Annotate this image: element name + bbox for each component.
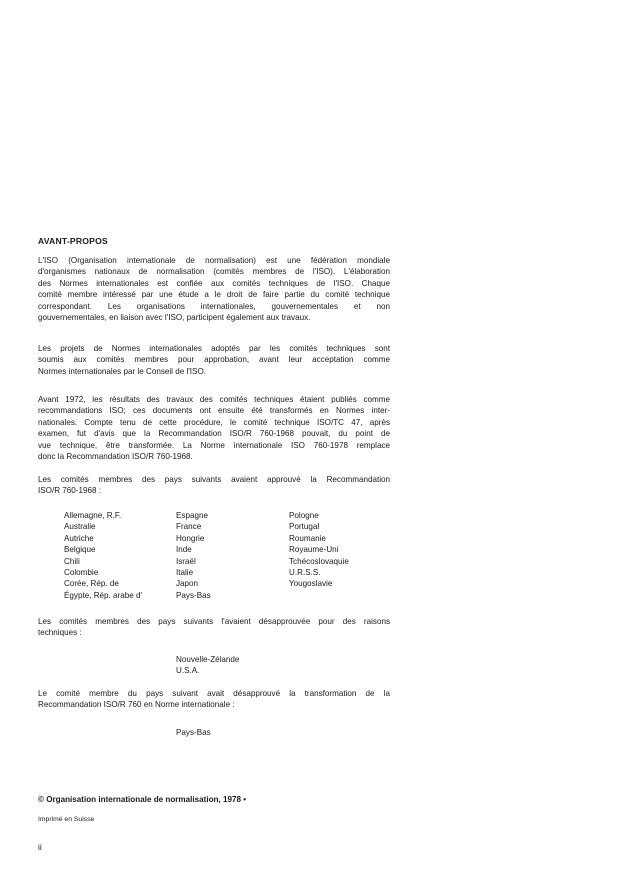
- country-name: Corée, Rép. de: [64, 579, 119, 589]
- country-name: U.S.A.: [176, 666, 200, 676]
- text-line: Avant 1972, les résultats des travaux des comités techniques étaient publiés comme: [38, 395, 390, 404]
- text-line: comité membre intéressé par une étude a le droit de faire partie du comité technique: [38, 290, 390, 300]
- text-line: Les comités membres des pays suivants l'avaient désapprouvée pour des raisons: [38, 617, 390, 626]
- paragraph-iso-intro: [38, 255, 390, 323]
- text-line: donc la Recommandation ISO/R 760-1968.: [38, 451, 193, 461]
- country-name: Hongrie: [176, 533, 205, 543]
- country-name: Allemagne, R.F.: [64, 511, 122, 520]
- country-name: Pologne: [289, 511, 319, 520]
- text-line: Les comités membres des pays suivants avaient approuvé la Recommandation: [38, 475, 390, 484]
- copyright-notice: © Organisation internationale de normalisation, 1978 •: [38, 795, 247, 804]
- country-name: France: [176, 522, 202, 532]
- country-name: Pays-Bas: [176, 590, 211, 600]
- text-line: Le comité membre du pays suivant avait désapprouvé la transformation de la: [38, 689, 390, 698]
- country-name: Portugal: [289, 522, 320, 532]
- paragraph-approvals-intro: [38, 474, 390, 497]
- country-name: Tchécoslovaquie: [289, 556, 349, 566]
- paragraph-disapprovals-intro: [38, 616, 390, 639]
- text-line: Les projets de Normes internationales adoptés par les comités techniques sont: [38, 344, 390, 353]
- country-name: Inde: [176, 545, 192, 555]
- country-name: Israël: [176, 556, 196, 566]
- printed-in-note: Imprimé en Suisse: [38, 816, 95, 823]
- country-name: Royaume-Uni: [289, 545, 339, 555]
- country-name: Nouvelle-Zélande: [176, 655, 240, 664]
- text-line: gouvernementales, en liaison avec l'ISO, participent également aux travaux.: [38, 312, 311, 322]
- approving-countries-column-2: [176, 510, 211, 601]
- country-name: Australie: [64, 522, 96, 532]
- transform-disapproving-countries-list: [176, 727, 211, 738]
- country-name: Yougoslavie: [289, 579, 333, 589]
- disapproving-countries-list: [176, 654, 239, 677]
- text-line: vue technique, être transformée. La Norme internationale ISO 760-1978 remplace: [38, 440, 390, 450]
- country-name: Roumanie: [289, 533, 326, 543]
- approving-countries-column-3: [289, 510, 349, 590]
- country-name: Égypte, Rép. arabe d': [64, 590, 143, 600]
- country-name: Italie: [176, 567, 194, 577]
- paragraph-history: [38, 394, 390, 462]
- paragraph-transformation-disapproval: [38, 688, 390, 711]
- country-name: Espagne: [176, 511, 208, 520]
- country-name: Japon: [176, 579, 199, 589]
- text-line: ISO/R 760-1968 :: [38, 486, 101, 496]
- text-line: examen, fut d'avis que la Recommandation ISO/R 760-1968 pouvait, du point de: [38, 429, 390, 439]
- text-line: recommandations ISO; ces documents ont ensuite été transformés en Normes inter-: [38, 406, 390, 416]
- text-line: correspondant. Les organisations internationales, gouvernementales et non: [38, 301, 390, 311]
- text-line: L'ISO (Organisation internationale de normalisation) est une fédération mondiale: [38, 256, 390, 265]
- text-line: Normes internationales par le Conseil de l'ISO.: [38, 366, 206, 376]
- country-name: Colombie: [64, 567, 99, 577]
- paragraph-draft-standards: [38, 343, 390, 377]
- text-line: soumis aux comités membres pour approbation, avant leur acceptation comme: [38, 355, 390, 365]
- text-line: techniques :: [38, 628, 82, 638]
- text-line: des Normes internationales est confiée aux comités techniques de l'ISO. Chaque: [38, 278, 390, 288]
- country-name: Chili: [64, 556, 80, 566]
- country-name: Pays-Bas: [176, 728, 211, 737]
- text-line: d'organismes nationaux de normalisation (comités membres de l'ISO). L'élaboration: [38, 267, 390, 277]
- country-name: Autriche: [64, 533, 94, 543]
- section-heading: AVANT-PROPOS: [38, 236, 108, 246]
- page-number: ii: [38, 842, 42, 852]
- country-name: U.R.S.S.: [289, 567, 321, 577]
- text-line: Recommandation ISO/R 760 en Norme internationale :: [38, 700, 235, 710]
- approving-countries-column-1: [64, 510, 142, 601]
- country-name: Belgique: [64, 545, 96, 555]
- text-line: nationales. Compte tenu de cette procédure, le comité technique ISO/TC 47, après: [38, 417, 390, 427]
